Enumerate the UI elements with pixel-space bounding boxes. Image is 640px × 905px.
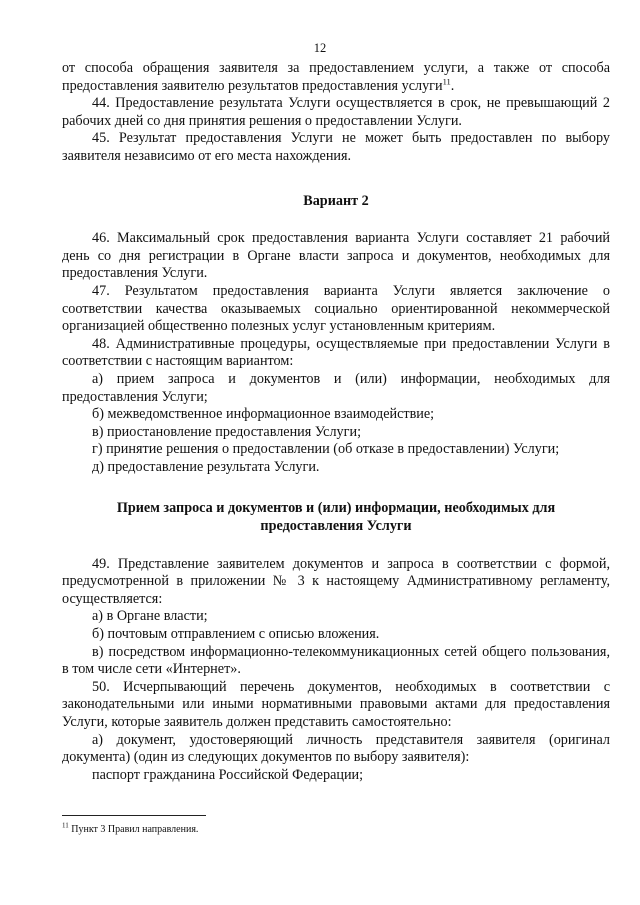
paragraph-50: 50. Исчерпывающий перечень документов, необходимых в соответствии с законодательными или иными нормативными правовыми актами для предоставления Услуги, которые заявитель должен представить самостоятельно: (62, 678, 610, 730)
list-item-50a: а) документ, удостоверяющий личность представителя заявителя (оригинал документа) (один из следующих документов по выбору заявителя): (62, 731, 610, 766)
paragraph-46: 46. Максимальный срок предоставления варианта Услуги составляет 21 рабочий день со дня регистрации в Органе власти запроса и документов, необходимых для предоставления Услуги. (62, 230, 610, 282)
paragraph-48: 48. Административные процедуры, осуществляемые при предоставлении Услуги в соответствии с настоящим вариантом: (62, 335, 610, 370)
footnote-divider (62, 815, 206, 816)
list-item-48d: г) принятие решения о предоставлении (об отказе в предоставлении) Услуги; (92, 441, 560, 458)
paragraph-47: 47. Результатом предоставления варианта Услуги является заключение о соответствии качества оказываемых социально ориентированной некоммерческой организацией общественно полезных услуг установленным критериям. (62, 282, 610, 335)
list-item-48e: д) предоставление результата Услуги. (92, 458, 320, 475)
heading-intake: Прием запроса и документов и (или) информации, необходимых для предоставления Услуги (116, 500, 556, 535)
page-body (62, 60, 610, 784)
footnote-reference[interactable]: 11 (442, 75, 451, 86)
list-item-50a-passport: паспорт гражданина Российской Федерации; (92, 766, 364, 783)
list-item-48b: б) межведомственное информационное взаимодействие; (92, 406, 435, 423)
paragraph-45: 45. Результат предоставления Услуги не может быть предоставлен по выбору заявителя независимо от его места нахождения. (62, 130, 610, 164)
page-number: 12 (313, 41, 327, 55)
footnote-text: Пункт 3 Правил направления. (71, 824, 199, 835)
paragraph-44: 44. Предоставление результата Услуги осуществляется в срок, не превышающий 2 рабочих дней со дня принятия решения о предоставлении Услуги. (62, 95, 610, 129)
footnote-marker: 11 (62, 821, 69, 830)
footnote (62, 821, 610, 836)
list-item-48a: а) прием запроса и документов и (или) информации, необходимых для предоставления Услуги; (62, 370, 610, 405)
list-item-49c: в) посредством информационно-телекоммуникационных сетей общего пользования, в том числе сети «Интернет». (62, 643, 610, 678)
list-item-49a: а) в Органе власти; (92, 608, 208, 625)
paragraph-49: 49. Представление заявителем документов и запроса в соответствии с формой, предусмотренной в приложении № 3 к настоящему Административному регламенту, осуществляется: (62, 555, 610, 607)
list-item-49b: б) почтовым отправлением с описью вложения. (92, 626, 380, 643)
heading-variant-2: Вариант 2 (303, 192, 369, 209)
paragraph-intro: от способа обращения заявителя за предоставлением услуги, а также от способа предоставления заявителю результатов предоставления услуги$^{11}$. (62, 60, 610, 94)
list-item-48c: в) приостановление предоставления Услуги; (92, 423, 362, 440)
